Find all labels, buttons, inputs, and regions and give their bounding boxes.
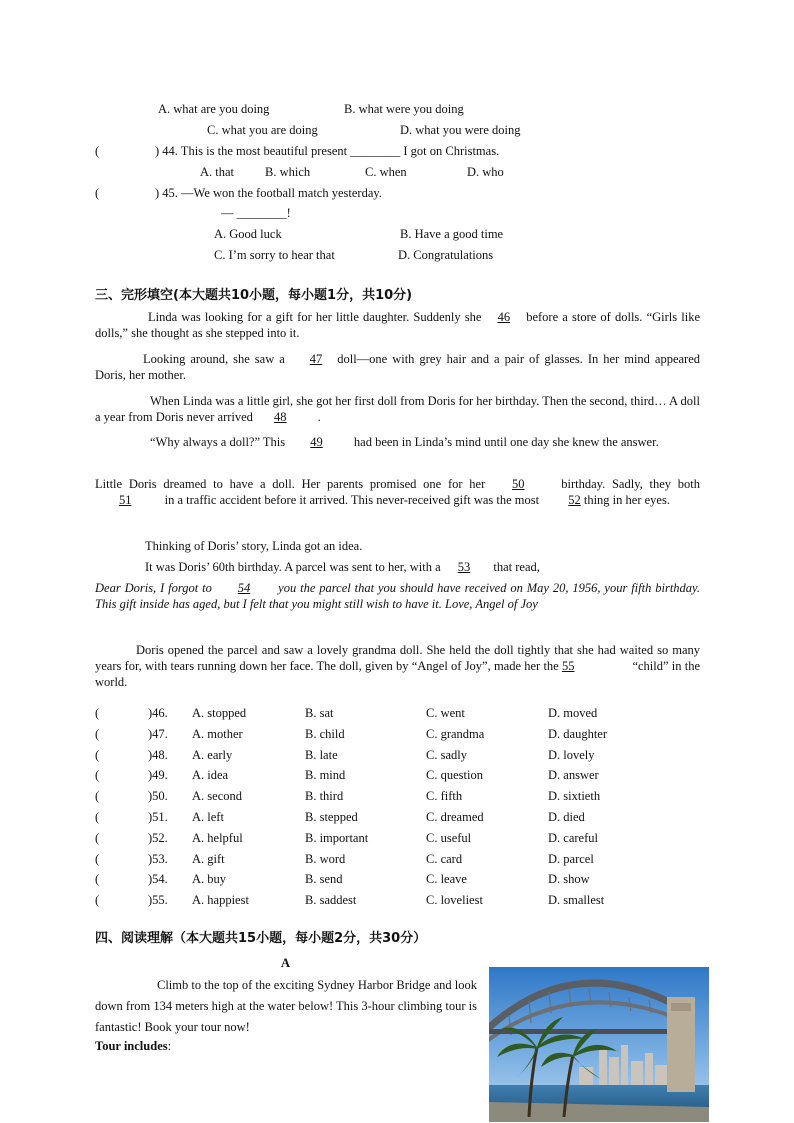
q45-reply-dash: — — [221, 206, 234, 220]
option-c: C. grandma — [426, 726, 485, 741]
option-b: B. third — [305, 789, 344, 804]
option-d: D. show — [548, 872, 590, 887]
cloze-paragraph-4 — [95, 434, 700, 450]
question-number: )49. — [148, 768, 168, 783]
q45-option-b: B. Have a good time — [400, 227, 504, 241]
option-b: B. child — [305, 726, 345, 741]
option-d: D. lovely — [548, 747, 595, 762]
option-c: C. question — [426, 768, 483, 783]
answer-paren: ( — [95, 851, 100, 866]
question-number: )46. — [148, 706, 168, 720]
tour-includes-text: Tour includes — [95, 1039, 168, 1053]
choice-row — [95, 851, 715, 867]
cloze-text: Looking around, she saw a — [143, 352, 285, 366]
cloze-text: Linda was looking for a gift for her little daughter. Suddenly she — [148, 310, 482, 324]
q44-option-a: A. that — [200, 165, 235, 179]
cloze-text: Little Doris dreamed to have a doll. Her parents promised one for her — [95, 477, 486, 491]
option-d: D. died — [548, 810, 585, 824]
answer-paren: ( — [95, 810, 100, 824]
cloze-blank-52: 52 — [568, 493, 581, 507]
cloze-text: you the parcel that you should have received on May 20, 1956, your fifth birthday. This gift inside has aged, but I felt that you might still wish to have it. Love, Angel of Joy — [95, 581, 701, 611]
reading-paragraph-1: Climb to the top of the exciting Sydney Harbor Bridge and look down from 134 meters high at the water below! This 3-hour climbing tour is fantastic! Book your tour now! — [95, 978, 477, 1034]
tour-includes-colon: : — [167, 1039, 172, 1053]
option-a: A. second — [192, 789, 242, 804]
question-number: )47. — [148, 726, 168, 741]
cloze-paragraph-5 — [95, 476, 700, 508]
option-d: D. careful — [548, 830, 598, 845]
cloze-blank-54: 54 — [237, 581, 251, 595]
option-d: D. answer — [548, 768, 599, 783]
q45-answer-paren: ( — [95, 186, 100, 200]
question-number: )51. — [148, 810, 168, 824]
q45-option-a: A. Good luck — [214, 227, 282, 241]
cloze-blank-46: 46 — [497, 310, 511, 324]
answer-paren: ( — [95, 768, 100, 783]
cloze-text: Dear Doris, I forgot to — [95, 581, 212, 595]
answer-paren: ( — [95, 893, 100, 908]
cloze-text: birthday. Sadly, they both — [561, 477, 700, 491]
q44-stem-text: ) 44. This is the most beautiful present — [155, 144, 348, 158]
q44-blank: ________ — [350, 144, 401, 158]
passage-letter: A — [281, 956, 291, 970]
option-b: B. saddest — [305, 893, 357, 908]
cloze-text: When Linda was a little girl, she got her first doll from Doris for her birthday. Then the second, third… A doll a year from Doris never arrived — [95, 394, 700, 424]
cloze-letter — [95, 580, 700, 612]
q44-option-c: C. when — [365, 165, 407, 179]
q45-reply-blank: ________ — [236, 206, 287, 220]
option-b: B. important — [305, 830, 369, 845]
choice-row — [95, 809, 715, 825]
q44-stem-tail: I got on Christmas. — [403, 144, 500, 158]
q44-option-d: D. who — [467, 165, 504, 179]
cloze-text: before a store of dolls. “Girls like dolls,” she thought as she stepped into it. — [95, 310, 701, 340]
option-a: A. early — [192, 747, 233, 762]
cloze-text: Doris opened the parcel and saw a lovely grandma doll. She held the doll tightly that she had waited so many years for, with tears running down her face. The doll, given by “Angel of Joy”, made her the — [95, 643, 700, 673]
q43-option-d: D. what you were doing — [400, 123, 521, 137]
q45-stem: ) 45. —We won the football match yesterday. — [155, 186, 382, 200]
cloze-blank-49: 49 — [310, 435, 323, 449]
cloze-text: thing in her eyes. — [583, 493, 670, 507]
q44-option-b: B. which — [265, 165, 311, 179]
choice-row — [95, 788, 715, 804]
answer-paren: ( — [95, 830, 100, 845]
option-b: B. word — [305, 851, 346, 866]
sydney-harbour-bridge-photo — [489, 967, 709, 1122]
cloze-blank-47: 47 — [309, 352, 323, 366]
option-a: A. gift — [192, 851, 225, 866]
option-a: A. stopped — [192, 706, 247, 720]
choice-row — [95, 705, 715, 721]
cloze-text: doll—one with grey hair and a pair of glasses. In her mind appeared Doris, her mother. — [95, 352, 700, 382]
option-c: C. went — [426, 706, 465, 720]
choice-row — [95, 871, 715, 887]
option-b: B. stepped — [305, 810, 358, 824]
option-d: D. smallest — [548, 893, 605, 908]
cloze-text: in a traffic accident before it arrived. This never-received gift was the most — [164, 493, 540, 507]
cloze-paragraph-2 — [95, 351, 700, 383]
q45-option-d: D. Congratulations — [398, 248, 494, 262]
option-a: A. mother — [192, 726, 243, 741]
cloze-paragraph-7 — [145, 559, 540, 575]
choice-row — [95, 767, 715, 783]
option-b: B. late — [305, 747, 338, 762]
cloze-text: “Why always a doll?” This — [150, 435, 286, 449]
section-3-title: 三、完形填空(本大题共10小题，每小题1分，共10分) — [95, 288, 413, 303]
option-a: A. left — [192, 810, 224, 824]
option-b: B. send — [305, 872, 343, 887]
q45-option-c: C. I’m sorry to hear that — [214, 248, 335, 262]
q43-option-b: B. what were you doing — [344, 102, 464, 116]
choice-row — [95, 892, 715, 908]
option-a: A. buy — [192, 872, 227, 887]
cloze-blank-48: 48 — [274, 410, 287, 424]
option-d: D. sixtieth — [548, 789, 601, 804]
question-number: )53. — [148, 851, 168, 866]
option-d: D. parcel — [548, 851, 594, 866]
cloze-blank-53: 53 — [457, 560, 471, 574]
answer-paren: ( — [95, 706, 100, 720]
option-c: C. leave — [426, 872, 467, 887]
cloze-text: that read, — [493, 560, 540, 574]
cloze-blank-55: 55 — [561, 659, 575, 673]
cloze-text: . — [317, 410, 321, 424]
option-c: C. fifth — [426, 789, 463, 804]
q45-reply-end: ! — [286, 206, 291, 220]
tour-includes-label — [95, 1038, 171, 1054]
option-c: C. loveliest — [426, 893, 483, 908]
option-a: A. helpful — [192, 830, 243, 845]
option-c: C. useful — [426, 830, 472, 845]
question-number: )50. — [148, 789, 168, 804]
cloze-paragraph-6: Thinking of Doris’ story, Linda got an idea. — [145, 539, 363, 553]
answer-paren: ( — [95, 789, 100, 804]
cloze-text: “child” in the world. — [95, 659, 700, 689]
section-4-title: 四、阅读理解（本大题共15小题，每小题2分，共30分） — [95, 931, 427, 946]
q45-reply — [221, 205, 291, 221]
answer-paren: ( — [95, 747, 100, 762]
choice-row — [95, 726, 715, 742]
q44-stem — [155, 143, 499, 159]
cloze-paragraph-3 — [95, 393, 700, 425]
choice-row — [95, 830, 715, 846]
option-b: B. mind — [305, 768, 346, 783]
option-c: C. card — [426, 851, 463, 866]
cloze-blank-50: 50 — [512, 477, 525, 491]
answer-paren: ( — [95, 726, 100, 741]
answer-paren: ( — [95, 872, 100, 887]
cloze-text: It was Doris’ 60th birthday. A parcel was sent to her, with a — [145, 560, 441, 574]
option-a: A. happiest — [192, 893, 249, 908]
cloze-text: had been in Linda’s mind until one day she knew the answer. — [353, 435, 659, 449]
question-number: )48. — [148, 747, 168, 762]
question-number: )55. — [148, 893, 168, 908]
question-number: )52. — [148, 830, 168, 845]
option-d: D. daughter — [548, 726, 608, 741]
q43-option-a: A. what are you doing — [158, 102, 270, 116]
cloze-blank-51: 51 — [119, 493, 132, 507]
q44-answer-paren: ( — [95, 144, 100, 158]
cloze-paragraph-9 — [95, 642, 700, 690]
option-b: B. sat — [305, 706, 334, 720]
option-c: C. dreamed — [426, 810, 484, 824]
option-d: D. moved — [548, 706, 598, 720]
q43-option-c: C. what you are doing — [207, 123, 318, 137]
option-a: A. idea — [192, 768, 229, 783]
choice-row — [95, 747, 715, 763]
question-number: )54. — [148, 872, 168, 887]
option-c: C. sadly — [426, 747, 467, 762]
cloze-paragraph-1 — [95, 309, 700, 341]
